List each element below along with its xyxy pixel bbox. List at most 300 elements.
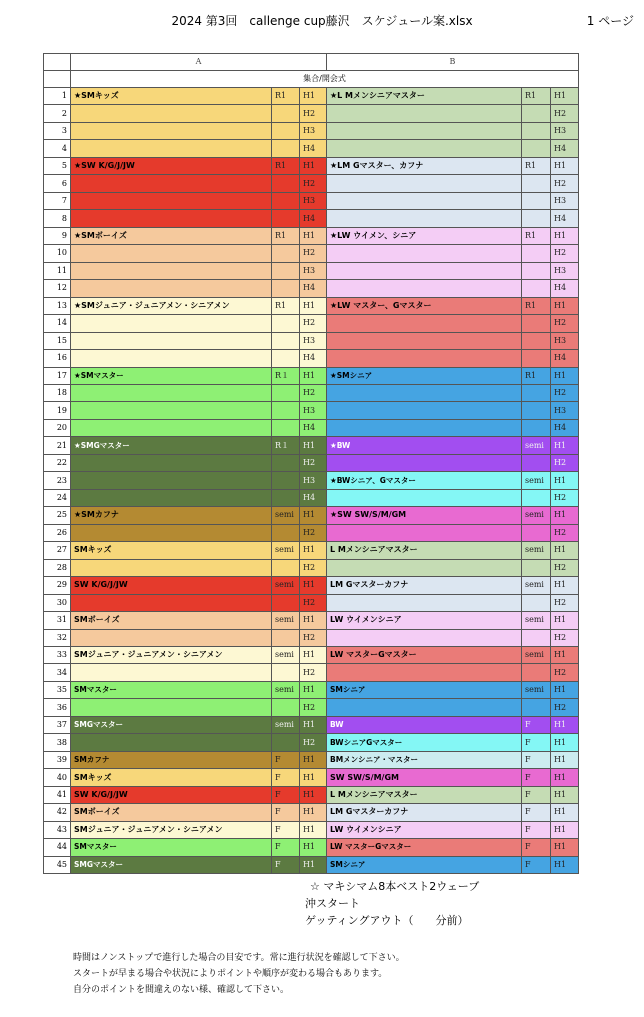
division-a-label: SMマスター: [71, 681, 272, 698]
schedule-row: [44, 751, 579, 768]
division-a-label: ★SMキッズ: [71, 88, 272, 105]
row-number: 23: [44, 472, 71, 489]
round-a: F: [272, 751, 300, 768]
row-number: 29: [44, 577, 71, 594]
division-a-label: [71, 699, 272, 716]
round-a: [272, 472, 300, 489]
heat-b: H1: [551, 821, 579, 838]
round-b: [522, 402, 551, 419]
row-number: 20: [44, 419, 71, 436]
schedule-row: [44, 105, 579, 122]
division-a-label: [71, 734, 272, 751]
schedule-row: [44, 262, 579, 279]
schedule-row: [44, 524, 579, 541]
division-a-label: [71, 594, 272, 611]
division-b-label: LW ウイメンシニア: [327, 821, 522, 838]
division-a-label: [71, 262, 272, 279]
division-a-label: ★SMカフナ: [71, 507, 272, 524]
division-a-label: [71, 122, 272, 139]
round-b: [522, 332, 551, 349]
row-number: 1: [44, 88, 71, 105]
division-b-label: [327, 664, 522, 681]
division-b-label: ★SMシニア: [327, 367, 522, 384]
division-a-label: SW K/G/J/JW: [71, 577, 272, 594]
division-b-label: [327, 280, 522, 297]
schedule-row: [44, 647, 579, 664]
round-a: R1: [272, 157, 300, 174]
schedule-row: [44, 192, 579, 209]
row-number: 11: [44, 262, 71, 279]
round-b: [522, 664, 551, 681]
heat-a: H4: [300, 280, 327, 297]
division-b-label: [327, 350, 522, 367]
schedule-row: [44, 402, 579, 419]
round-b: semi: [522, 612, 551, 629]
division-a-label: SMマスター: [71, 839, 272, 856]
row-number: 16: [44, 350, 71, 367]
round-b: [522, 262, 551, 279]
division-a-label: [71, 332, 272, 349]
division-a-label: [71, 105, 272, 122]
round-a: F: [272, 804, 300, 821]
heat-a: H2: [300, 559, 327, 576]
division-b-label: ★LW マスター、Gマスター: [327, 297, 522, 314]
row-number: 19: [44, 402, 71, 419]
round-b: [522, 524, 551, 541]
heat-b: H1: [551, 367, 579, 384]
division-b-label: [327, 315, 522, 332]
division-a-label: SMキッズ: [71, 542, 272, 559]
round-b: [522, 384, 551, 401]
division-b-label: [327, 402, 522, 419]
division-a-label: SMジュニア・ジュニアメン・シニアメン: [71, 647, 272, 664]
round-b: F: [522, 734, 551, 751]
schedule-row: [44, 681, 579, 698]
round-b: semi: [522, 681, 551, 698]
heat-a: H4: [300, 350, 327, 367]
round-b: [522, 280, 551, 297]
heat-a: H4: [300, 140, 327, 157]
heat-a: H1: [300, 367, 327, 384]
round-a: R1: [272, 227, 300, 244]
heat-b: H1: [551, 157, 579, 174]
round-a: semi: [272, 716, 300, 733]
division-b-label: [327, 245, 522, 262]
corner-cell: [44, 54, 71, 71]
schedule-row: [44, 612, 579, 629]
round-b: R1: [522, 297, 551, 314]
schedule-row: [44, 367, 579, 384]
heat-b: H4: [551, 350, 579, 367]
schedule-row: [44, 419, 579, 436]
schedule-row: [44, 140, 579, 157]
schedule-table: [43, 53, 579, 874]
round-a: [272, 122, 300, 139]
round-a: semi: [272, 647, 300, 664]
heat-a: H1: [300, 821, 327, 838]
heat-a: H1: [300, 769, 327, 786]
round-b: [522, 629, 551, 646]
heat-a: H1: [300, 751, 327, 768]
heat-a: H1: [300, 804, 327, 821]
heat-a: H1: [300, 542, 327, 559]
division-a-label: [71, 472, 272, 489]
division-a-label: ★SMボーイズ: [71, 227, 272, 244]
round-b: [522, 699, 551, 716]
round-a: R１: [272, 367, 300, 384]
schedule-row: [44, 332, 579, 349]
heat-a: H2: [300, 734, 327, 751]
heat-a: H1: [300, 507, 327, 524]
schedule-row: [44, 699, 579, 716]
round-b: R1: [522, 88, 551, 105]
heat-b: H1: [551, 647, 579, 664]
round-a: F: [272, 856, 300, 873]
row-number: 2: [44, 105, 71, 122]
division-a-label: [71, 192, 272, 209]
heat-b: H1: [551, 88, 579, 105]
division-a-label: SMボーイズ: [71, 612, 272, 629]
round-b: [522, 210, 551, 227]
heat-b: H1: [551, 681, 579, 698]
row-number: 15: [44, 332, 71, 349]
round-a: [272, 280, 300, 297]
schedule-row: [44, 716, 579, 733]
row-number: 34: [44, 664, 71, 681]
heat-a: H2: [300, 524, 327, 541]
round-a: R1: [272, 297, 300, 314]
round-a: semi: [272, 612, 300, 629]
schedule-row: [44, 734, 579, 751]
division-b-label: BW: [327, 716, 522, 733]
division-a-label: SMGマスター: [71, 856, 272, 873]
row-number: 3: [44, 122, 71, 139]
heat-b: H1: [551, 769, 579, 786]
round-b: F: [522, 716, 551, 733]
schedule-row: [44, 507, 579, 524]
heat-b: H1: [551, 786, 579, 803]
round-a: [272, 559, 300, 576]
heat-b: H1: [551, 856, 579, 873]
schedule-row: [44, 786, 579, 803]
heat-b: H1: [551, 612, 579, 629]
heat-a: H3: [300, 472, 327, 489]
round-a: [272, 594, 300, 611]
heat-a: H1: [300, 88, 327, 105]
round-b: semi: [522, 437, 551, 454]
row-number: 17: [44, 367, 71, 384]
division-a-label: [71, 454, 272, 471]
heat-b: H2: [551, 524, 579, 541]
division-b-label: SW SW/S/M/GM: [327, 769, 522, 786]
heat-a: H1: [300, 612, 327, 629]
heat-b: H2: [551, 245, 579, 262]
division-a-label: SMボーイズ: [71, 804, 272, 821]
round-a: [272, 350, 300, 367]
heat-a: H3: [300, 262, 327, 279]
schedule-row: [44, 664, 579, 681]
row-number: 32: [44, 629, 71, 646]
division-b-label: [327, 140, 522, 157]
footer-getting-out: ゲッティングアウト（ 分前）: [305, 914, 469, 927]
round-a: F: [272, 786, 300, 803]
heat-a: H2: [300, 664, 327, 681]
division-a-label: ★SMGマスター: [71, 437, 272, 454]
division-a-label: ★SMマスター: [71, 367, 272, 384]
division-b-label: [327, 105, 522, 122]
round-a: [272, 262, 300, 279]
row-number: 18: [44, 384, 71, 401]
round-a: [272, 210, 300, 227]
schedule-row: [44, 157, 579, 174]
division-b-label: LW ウイメンシニア: [327, 612, 522, 629]
heat-b: H2: [551, 699, 579, 716]
division-b-label: L Mメンシニアマスター: [327, 542, 522, 559]
division-b-label: ★LM Gマスター、カフナ: [327, 157, 522, 174]
division-a-label: [71, 402, 272, 419]
heat-b: H2: [551, 664, 579, 681]
schedule-row: [44, 88, 579, 105]
round-b: F: [522, 856, 551, 873]
row-number: 13: [44, 297, 71, 314]
heat-a: H4: [300, 489, 327, 506]
division-b-label: SMシニア: [327, 681, 522, 698]
round-b: F: [522, 786, 551, 803]
schedule-row: [44, 245, 579, 262]
schedule-row: [44, 559, 579, 576]
schedule-row: [44, 350, 579, 367]
schedule-row: [44, 804, 579, 821]
heat-b: H1: [551, 542, 579, 559]
schedule-row: [44, 437, 579, 454]
heat-a: H1: [300, 839, 327, 856]
round-b: [522, 454, 551, 471]
division-a-label: [71, 419, 272, 436]
heat-b: H1: [551, 437, 579, 454]
round-a: F: [272, 839, 300, 856]
row-number: 25: [44, 507, 71, 524]
heat-b: H1: [551, 716, 579, 733]
division-b-label: ★BWシニア、Gマスター: [327, 472, 522, 489]
heat-a: H2: [300, 384, 327, 401]
schedule-row: [44, 839, 579, 856]
division-a-label: [71, 489, 272, 506]
division-b-label: [327, 210, 522, 227]
round-b: F: [522, 804, 551, 821]
round-a: [272, 664, 300, 681]
round-a: [272, 384, 300, 401]
heat-b: H3: [551, 332, 579, 349]
division-b-label: ★BW: [327, 437, 522, 454]
column-b-header: B: [327, 54, 579, 71]
round-a: [272, 332, 300, 349]
note-3: 自分のポイントを間違えのない様、確認して下さい。: [73, 985, 290, 995]
division-b-label: [327, 175, 522, 192]
heat-b: H2: [551, 175, 579, 192]
round-b: [522, 419, 551, 436]
row-number: 9: [44, 227, 71, 244]
round-b: semi: [522, 472, 551, 489]
round-a: [272, 524, 300, 541]
heat-b: H1: [551, 472, 579, 489]
round-a: [272, 315, 300, 332]
division-b-label: [327, 559, 522, 576]
round-a: [272, 245, 300, 262]
division-a-label: [71, 629, 272, 646]
division-b-label: LM Gマスターカフナ: [327, 804, 522, 821]
division-b-label: BMメンシニア・マスター: [327, 751, 522, 768]
gather-row-number: [44, 71, 71, 88]
round-b: semi: [522, 647, 551, 664]
division-b-label: [327, 122, 522, 139]
row-number: 42: [44, 804, 71, 821]
row-number: 41: [44, 786, 71, 803]
row-number: 6: [44, 175, 71, 192]
round-b: [522, 245, 551, 262]
round-b: semi: [522, 542, 551, 559]
division-a-label: SMキッズ: [71, 769, 272, 786]
round-b: R1: [522, 367, 551, 384]
round-b: R1: [522, 227, 551, 244]
heat-b: H2: [551, 559, 579, 576]
round-b: [522, 594, 551, 611]
row-number: 12: [44, 280, 71, 297]
heat-a: H1: [300, 437, 327, 454]
heat-b: H4: [551, 280, 579, 297]
division-b-label: ★SW SW/S/M/GM: [327, 507, 522, 524]
round-b: F: [522, 751, 551, 768]
row-number: 45: [44, 856, 71, 873]
division-a-label: [71, 175, 272, 192]
heat-b: H4: [551, 140, 579, 157]
schedule-row: [44, 315, 579, 332]
division-a-label: SMGマスター: [71, 716, 272, 733]
round-b: [522, 175, 551, 192]
row-number: 10: [44, 245, 71, 262]
schedule-row: [44, 175, 579, 192]
division-a-label: [71, 350, 272, 367]
schedule-row: [44, 769, 579, 786]
round-a: [272, 192, 300, 209]
division-b-label: SMシニア: [327, 856, 522, 873]
row-number: 4: [44, 140, 71, 157]
division-a-label: [71, 315, 272, 332]
round-a: [272, 419, 300, 436]
schedule-row: [44, 629, 579, 646]
round-a: [272, 629, 300, 646]
page-number: 1 ページ: [586, 14, 634, 28]
schedule-row: [44, 856, 579, 873]
round-a: semi: [272, 542, 300, 559]
heat-b: H4: [551, 210, 579, 227]
division-b-label: LW マスターGマスター: [327, 839, 522, 856]
round-b: [522, 559, 551, 576]
division-b-label: [327, 629, 522, 646]
schedule-row: [44, 384, 579, 401]
heat-a: H1: [300, 786, 327, 803]
division-b-label: [327, 594, 522, 611]
round-a: [272, 105, 300, 122]
note-1: 時間はノンストップで進行した場合の目安です。常に進行状況を確認して下さい。: [73, 953, 405, 963]
heat-b: H1: [551, 227, 579, 244]
heat-a: H2: [300, 245, 327, 262]
schedule-row: [44, 122, 579, 139]
schedule-row: [44, 821, 579, 838]
schedule-row: [44, 454, 579, 471]
gather-opening-ceremony: 集合/開会式: [71, 71, 579, 88]
heat-b: H3: [551, 262, 579, 279]
footer-offshore-start: 沖スタート: [305, 897, 360, 910]
schedule-row: [44, 472, 579, 489]
row-number: 21: [44, 437, 71, 454]
heat-b: H1: [551, 507, 579, 524]
row-number: 7: [44, 192, 71, 209]
row-number: 35: [44, 681, 71, 698]
division-b-label: [327, 262, 522, 279]
round-a: [272, 489, 300, 506]
division-a-label: ★SW K/G/J/JW: [71, 157, 272, 174]
heat-b: H2: [551, 384, 579, 401]
row-number: 30: [44, 594, 71, 611]
division-b-label: L Mメンシニアマスター: [327, 786, 522, 803]
row-number: 14: [44, 315, 71, 332]
heat-b: H1: [551, 804, 579, 821]
heat-a: H2: [300, 594, 327, 611]
division-b-label: [327, 192, 522, 209]
division-b-label: [327, 524, 522, 541]
heat-b: H1: [551, 577, 579, 594]
footer-max-waves: ☆ マキシマム8本ベスト2ウェーブ: [310, 880, 480, 893]
round-b: [522, 122, 551, 139]
division-b-label: ★L Mメンシニアマスター: [327, 88, 522, 105]
round-b: [522, 315, 551, 332]
round-a: F: [272, 821, 300, 838]
row-number: 44: [44, 839, 71, 856]
heat-a: H2: [300, 175, 327, 192]
division-b-label: ★LW ウイメン、シニア: [327, 227, 522, 244]
schedule-row: [44, 489, 579, 506]
heat-b: H2: [551, 454, 579, 471]
division-a-label: [71, 559, 272, 576]
heat-a: H3: [300, 122, 327, 139]
row-number: 28: [44, 559, 71, 576]
round-a: [272, 699, 300, 716]
division-a-label: [71, 140, 272, 157]
division-a-label: [71, 384, 272, 401]
schedule-row: [44, 280, 579, 297]
round-b: [522, 140, 551, 157]
row-number: 27: [44, 542, 71, 559]
row-number: 36: [44, 699, 71, 716]
heat-a: H2: [300, 454, 327, 471]
heat-a: H2: [300, 629, 327, 646]
heat-b: H1: [551, 297, 579, 314]
row-number: 5: [44, 157, 71, 174]
heat-a: H4: [300, 419, 327, 436]
row-number: 43: [44, 821, 71, 838]
division-b-label: [327, 332, 522, 349]
heat-a: H1: [300, 716, 327, 733]
round-a: semi: [272, 507, 300, 524]
schedule-row: [44, 227, 579, 244]
division-a-label: [71, 524, 272, 541]
division-b-label: [327, 489, 522, 506]
heat-a: H2: [300, 105, 327, 122]
heat-a: H3: [300, 332, 327, 349]
schedule-row: [44, 210, 579, 227]
row-number: 40: [44, 769, 71, 786]
division-a-label: ★SMジュニア・ジュニアメン・シニアメン: [71, 297, 272, 314]
